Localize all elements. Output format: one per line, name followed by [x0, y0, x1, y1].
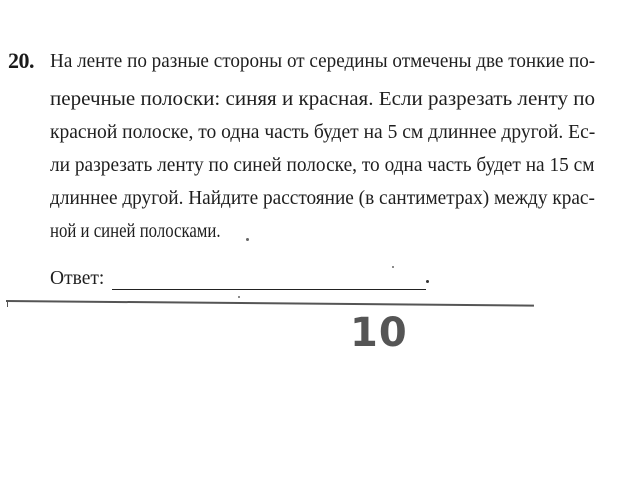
answer-blank-line	[112, 289, 426, 290]
problem-text-line-6: ной и синей полосками.	[50, 221, 221, 242]
scan-speck	[392, 266, 394, 268]
scan-speck	[238, 296, 240, 298]
problem-number: 20.	[8, 48, 34, 73]
problem-text-line-4: ли разрезать ленту по синей полоске, то одна часть будет на 15 см	[50, 155, 595, 176]
answer-value: 10	[350, 310, 408, 356]
problem-text-line-5: длиннее другой. Найдите расстояние (в сантиметрах) между крас-	[50, 188, 595, 209]
problem-text-line-3: красной полоске, то одна часть будет на 5 см длиннее другой. Ес-	[50, 122, 596, 143]
answer-label: Ответ:	[50, 268, 105, 289]
page-cut-edge-tick	[7, 301, 8, 307]
page-cut-edge	[6, 300, 534, 307]
problem-text-line-2: перечные полоски: синяя и красная. Если разрезать ленту по	[50, 89, 596, 110]
answer-period-mark	[426, 280, 429, 283]
problem-text-line-1: На ленте по разные стороны от середины отмечены две тонкие по-	[50, 51, 596, 72]
scan-speck	[246, 238, 249, 241]
